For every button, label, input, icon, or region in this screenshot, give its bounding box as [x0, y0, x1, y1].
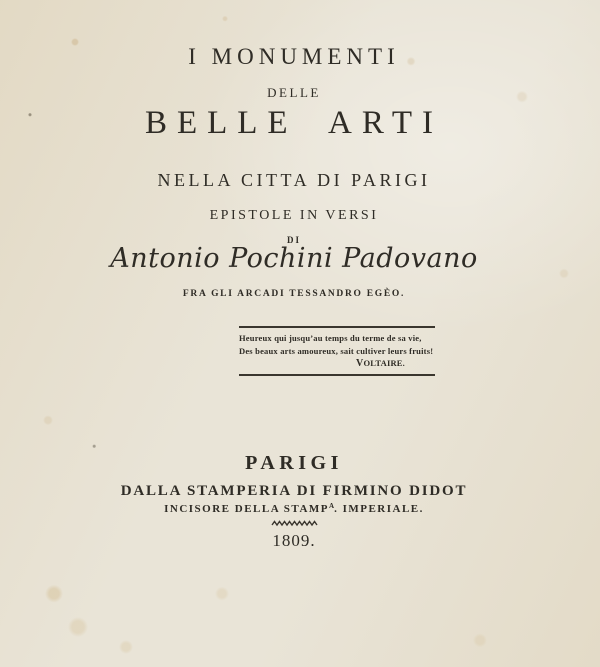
imprint-year: 1809. — [272, 531, 316, 550]
imprint-printer-sup: A — [329, 502, 335, 510]
title-line-1: I MONUMENTI — [188, 44, 400, 69]
author-name: Antonio Pochini Padovano — [110, 243, 478, 274]
imprint-printer-text: INCISORE DELLA STAMP — [164, 503, 329, 515]
epigraph-line-2: Des beaux arts amoureux, sait cultiver leurs fruits! — [239, 345, 434, 356]
title-line-2: DELLE — [267, 85, 321, 100]
arcadian-name: FRA GLI ARCADI TESSANDRO EGÈO. — [182, 289, 406, 299]
imprint-printer — [0, 503, 594, 515]
imprint-publisher: DALLA STAMPERIA DI FIRMINO DIDOT — [120, 483, 468, 499]
epigraph-line-1: Heureux qui jusqu’au temps du terme de sa vie, — [239, 333, 422, 343]
imprint-city: PARIGI — [245, 452, 343, 474]
imprint-printer-text2: . IMPERIALE. — [334, 503, 424, 515]
epigraph-attribution: VOLTAIRE. — [356, 358, 405, 369]
genre-line: EPISTOLE IN VERSI — [209, 208, 379, 223]
subtitle: NELLA CITTA DI PARIGI — [157, 170, 431, 190]
author-prefix: DI — [286, 235, 301, 245]
title-line-3: BELLE ARTI — [144, 105, 444, 141]
epigraph-box — [239, 326, 435, 376]
